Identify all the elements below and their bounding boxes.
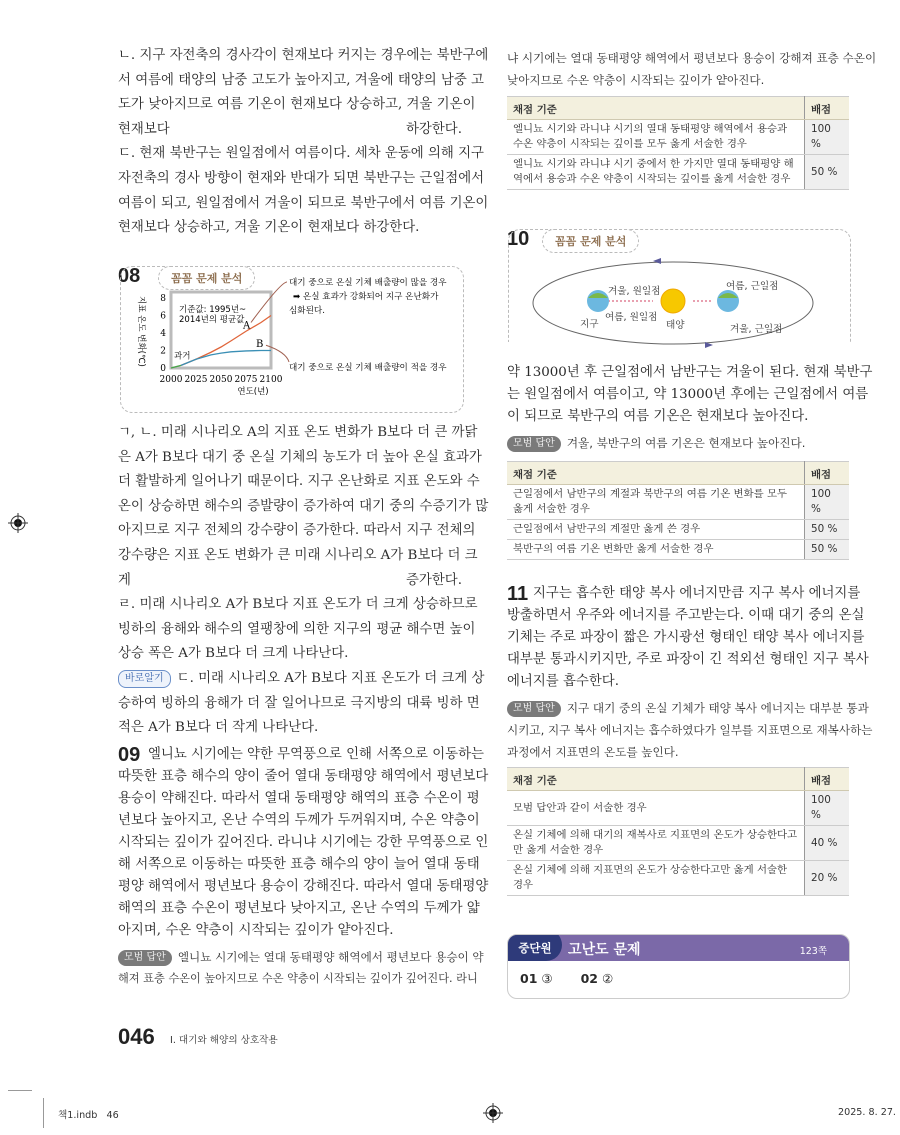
text-line: 은 A가 B보다 대기 중 온실 기체의 농도가 더 높아 온실 효과가	[118, 449, 482, 465]
criteria-cell: 엘니뇨 시기와 라니냐 시기 중에서 한 가지만 열대 동태평양 해역에서 용승과 수온 약층이 시작되는 깊이를 옳게 서술한 경우	[507, 155, 805, 190]
text-line: 에너지를 흡수한다.	[507, 674, 619, 689]
answer-paragraph-08	[118, 421, 489, 667]
text-line: 기체는 주로 파장이 짧은 가시광선 형태인 태양 복사 에너지를	[507, 630, 865, 645]
page-number: 046	[118, 1024, 155, 1049]
unit-answer-01: 01 ③	[520, 971, 553, 986]
label-summer-aphelion: 여름, 원일점	[605, 312, 658, 323]
text-line: 평양 해역에서 평년보다 용승이 강해진다. 따라서 열대 동태평양	[118, 879, 489, 894]
criteria-cell: 근일점에서 남반구의 계절만 옳게 쓴 경우	[507, 520, 805, 540]
callout-a: 대기 중으로 온실 기체 배출량이 많을 경우	[289, 278, 447, 288]
score-cell: 100 %	[805, 120, 850, 155]
score-cell: 50 %	[805, 540, 850, 560]
x-tick-label: 2100	[259, 375, 283, 385]
scoring-table-11	[507, 767, 849, 896]
chart-note: 기준값: 1995년~	[179, 305, 247, 315]
x-axis-label: 연도(년)	[237, 387, 269, 397]
text-line: 용승이 약해진다. 따라서 열대 동태평양 해역의 표층 수온이 평	[118, 791, 480, 806]
text-line: 도가 낮아지므로 여름 기온이 현재보다 상승하고, 겨울 기온이	[118, 97, 476, 113]
header-criteria: 채점 기준	[507, 462, 805, 485]
x-tick-label: 2050	[209, 375, 233, 385]
y-tick-label: 6	[160, 311, 166, 322]
model-answer-line: 해져 표층 수온이 높아지므로 수온 약층이 시작되는 깊이가 깊어진다. 라니	[118, 972, 478, 985]
text-line: 방출하면서 우주와 에너지를 주고받는다. 이때 대기 중의 온실	[507, 608, 865, 623]
footer-rule	[8, 1090, 32, 1091]
text-line: 아지므로 지구 전체의 강수량이 증가한다. 따라서 지구 전체의	[118, 523, 476, 539]
header-score: 배점	[805, 462, 850, 485]
y-tick-label: 8	[160, 294, 166, 304]
series-label-b: B	[256, 339, 264, 350]
registration-mark-icon	[8, 513, 28, 533]
text-line: 해 서쪽으로 이동하는 따뜻한 표층 해수의 양이 늘어 열대 동태	[118, 857, 480, 872]
score-cell: 100 %	[805, 791, 850, 826]
text-line: 해역의 표층 수온이 평년보다 낮아지고, 온난 수역의 두께가 얇	[118, 901, 480, 916]
text-line: 강수량은 지표 온도 변화가 큰 미래 시나리오 A가 B보다 더 크	[118, 547, 478, 563]
fix-paragraph-08	[118, 667, 485, 741]
answer-continuation-09	[507, 47, 877, 91]
callout-a: 심화된다.	[289, 306, 325, 316]
score-cell: 50 %	[805, 520, 850, 540]
file-name: 책1.indb 46	[58, 1110, 119, 1121]
y-tick-label: 2	[160, 346, 166, 357]
header-criteria: 채점 기준	[507, 97, 805, 120]
unit-answer-box	[507, 934, 850, 999]
model-answer-09	[118, 946, 484, 990]
criteria-cell: 엘니뇨 시기와 라니냐 시기의 열대 동태평양 해역에서 용승과 수온 약층이 시작되는 깊이를 모두 옳게 서술한 경우	[507, 120, 805, 155]
fix-line: 승하여 빙하의 융해가 더 잘 일어나므로 극지방의 대륙 빙하 면	[118, 695, 480, 711]
past-label: 과거	[174, 351, 191, 362]
text-line: 현재보다 하강한다.	[118, 121, 462, 137]
header-score: 배점	[805, 97, 850, 120]
x-tick-label: 2075	[234, 375, 258, 385]
text-line: 게 증가한다.	[118, 572, 462, 588]
text-line: 상승 폭은 A가 B보다 더 크게 나타난다.	[118, 646, 349, 662]
text-line: 이 되므로 북반구의 여름 기온은 현재보다 높아진다.	[507, 409, 809, 424]
callout-a: ➡ 온실 효과가 강화되어 지구 온난화가	[293, 292, 439, 302]
footer-vertical-rule	[43, 1098, 44, 1128]
y-axis-label: 지표 온도 변화(℃)	[136, 296, 146, 367]
model-answer-line	[118, 946, 484, 968]
fix-line: 적은 A가 B보다 더 작게 나타난다.	[118, 720, 319, 736]
text-line: 는 원일점에서 여름이고, 약 13000년 후에는 근일점에서 여름	[507, 387, 869, 402]
text-line: 약 13000년 후 근일점에서 남반구는 겨울이 된다. 현재 북반구	[507, 365, 873, 380]
table-row	[507, 520, 849, 540]
criteria-cell: 북반구의 여름 기온 변화만 옳게 서술한 경우	[507, 540, 805, 560]
model-answer-line: 과정에서 지표면의 온도를 높인다.	[507, 745, 679, 759]
text-line: 년보다 높아지고, 온난 수역의 두께가 두꺼워지며, 수온 약층이	[118, 813, 480, 828]
model-answer-11	[507, 697, 873, 763]
text-line: ㄴ. 지구 자전축의 경사각이 현재보다 커지는 경우에는 북반구에	[118, 48, 489, 63]
chart-note: 2014년의 평균값	[179, 315, 245, 325]
y-tick-label: 4	[160, 329, 166, 339]
text-line: ㄷ. 현재 북반구는 원일점에서 여름이다. 세차 운동에 의해 지구	[118, 146, 484, 162]
score-cell: 20 %	[805, 861, 850, 896]
criteria-cell: 모범 답안과 같이 서술한 경우	[507, 791, 805, 826]
text-line: 대부분 통과시키지만, 주로 파장이 긴 적외선 형태인 지구 복사	[507, 652, 869, 667]
text-line: 현재보다 상승하고, 겨울 기온이 현재보다 하강한다.	[118, 220, 420, 236]
label-sun: 태양	[666, 320, 685, 331]
label-winter-perihelion: 겨울, 근일점	[730, 324, 783, 335]
question-number-09: 09	[118, 744, 141, 766]
text-line: 시작되는 깊이가 깊어진다. 라니냐 시기에는 강한 무역풍으로 인	[118, 835, 489, 850]
table-row	[507, 155, 849, 190]
fix-line	[118, 667, 485, 692]
unit-answers	[520, 971, 613, 986]
print-date: 2025. 8. 27.	[838, 1107, 896, 1118]
answer-line: 낮아지므로 수온 약층이 시작되는 깊이가 얕아진다.	[507, 73, 765, 87]
y-tick-label: 0	[160, 364, 166, 374]
unit-badge: 중단원	[508, 934, 562, 961]
text-line: 지구는 흡수한 태양 복사 에너지만큼 지구 복사 에너지를	[533, 586, 861, 601]
question-number-08: 08	[118, 265, 141, 287]
model-answer-line	[507, 697, 869, 719]
score-cell: 100 %	[805, 485, 850, 520]
criteria-cell: 근일점에서 남반구의 계절과 북반구의 여름 기온 변화를 모두 옳게 서술한 경우	[507, 485, 805, 520]
question-number-11: 11	[507, 583, 529, 605]
unit-answer-02: 02 ②	[580, 971, 614, 986]
score-cell: 40 %	[805, 826, 850, 861]
unit-title: 고난도 문제	[568, 942, 641, 958]
fix-badge: 바로알기	[118, 670, 171, 688]
text-line: 서 여름에 태양의 남중 고도가 높아지고, 겨울에 태양의 남중 고	[118, 72, 484, 88]
text-line: 여름이 되고, 원일점에서 겨울이 되므로 북반구에서 여름 기온이	[118, 195, 489, 211]
label-summer-perihelion: 여름, 근일점	[726, 281, 779, 292]
table-row	[507, 791, 849, 826]
analysis-tag-10: 꼼꼼 문제 분석	[542, 229, 639, 253]
answer-line: 냐 시기에는 열대 동태평양 해역에서 평년보다 용승이 강해져 표층 수온이	[507, 51, 877, 65]
model-answer-line: 시키고, 지구 복사 에너지는 흡수하였다가 일부를 지표면으로 재복사하는	[507, 723, 873, 737]
intro-paragraph	[118, 44, 489, 241]
answer-paragraph-11	[507, 583, 869, 693]
temperature-change-chart	[121, 270, 461, 410]
model-answer-badge: 모범 답안	[507, 436, 561, 452]
answer-text: 엘니뇨 시기에는 열대 동태평양 해역에서 평년보다 용승이 약	[177, 950, 484, 964]
table-row	[507, 540, 849, 560]
question-number-10: 10	[507, 228, 530, 250]
text-line: 빙하의 융해와 해수의 열팽창에 의한 지구의 평균 해수면 높이	[118, 621, 476, 637]
model-answer-badge: 모범 답안	[118, 950, 172, 966]
scoring-table-10	[507, 461, 849, 560]
x-tick-label: 2000	[159, 375, 183, 385]
answer-paragraph-09	[118, 744, 489, 942]
unit-page-ref: 123쪽	[799, 946, 827, 957]
scoring-table-09	[507, 96, 849, 190]
callout-b: 대기 중으로 온실 기체 배출량이 적을 경우	[289, 363, 447, 373]
x-tick-label: 2025	[184, 375, 208, 385]
table-row	[507, 826, 849, 861]
answer-text: 지구 대기 중의 온실 기체가 태양 복사 에너지는 대부분 통과	[566, 701, 869, 715]
table-row	[507, 120, 849, 155]
header-score: 배점	[805, 768, 850, 791]
answer-paragraph-10	[507, 362, 873, 428]
label-earth: 지구	[580, 319, 599, 330]
text-line: 엘니뇨 시기에는 약한 무역풍으로 인해 서쪽으로 이동하는	[148, 747, 484, 762]
text-line: 더 활발하게 일어나기 때문이다. 지구 온난화로 지표 온도와 수	[118, 474, 480, 490]
label-winter-aphelion: 겨울, 원일점	[608, 286, 661, 297]
text-line: 아지며, 수온 약층이 시작되는 깊이가 얕아진다.	[118, 923, 394, 938]
table-row	[507, 485, 849, 520]
registration-mark-icon	[483, 1103, 503, 1123]
criteria-cell: 온실 기체에 의해 대기의 재복사로 지표면의 온도가 상승한다고만 옳게 서술한 경우	[507, 826, 805, 861]
table-row	[507, 861, 849, 896]
earth-orbit-diagram	[508, 258, 848, 348]
header-criteria: 채점 기준	[507, 768, 805, 791]
model-answer-badge: 모범 답안	[507, 701, 561, 717]
criteria-cell: 온실 기체에 의해 지표면의 온도가 상승한다고만 옳게 서술한 경우	[507, 861, 805, 896]
fix-text: ㄷ. 미래 시나리오 A가 B보다 지표 온도가 더 크게 상	[176, 671, 485, 686]
analysis-tag-08: 꼼꼼 문제 분석	[158, 266, 255, 290]
model-answer-10	[507, 432, 805, 454]
answer-text: 겨울, 북반구의 여름 기온은 현재보다 높아진다.	[566, 436, 806, 450]
text-line: 자전축의 경사 방향이 현재와 반대가 되면 북반구는 근일점에서	[118, 170, 485, 186]
series-label-a: A	[243, 320, 251, 332]
text-line: 온이 상승하면 해수의 증발량이 증가하여 대기 중의 수증기가 많	[118, 498, 489, 514]
text-line: 따뜻한 표층 해수의 양이 줄어 열대 동태평양 해역에서 평년보다	[118, 769, 489, 784]
chapter-title: Ⅰ. 대기와 해양의 상호작용	[170, 1035, 278, 1046]
text-line: ㄱ, ㄴ. 미래 시나리오 A의 지표 온도 변화가 B보다 더 큰 까닭	[118, 425, 478, 440]
text-line: ㄹ. 미래 시나리오 A가 B보다 지표 온도가 더 크게 상승하므로	[118, 597, 478, 613]
score-cell: 50 %	[805, 155, 850, 190]
